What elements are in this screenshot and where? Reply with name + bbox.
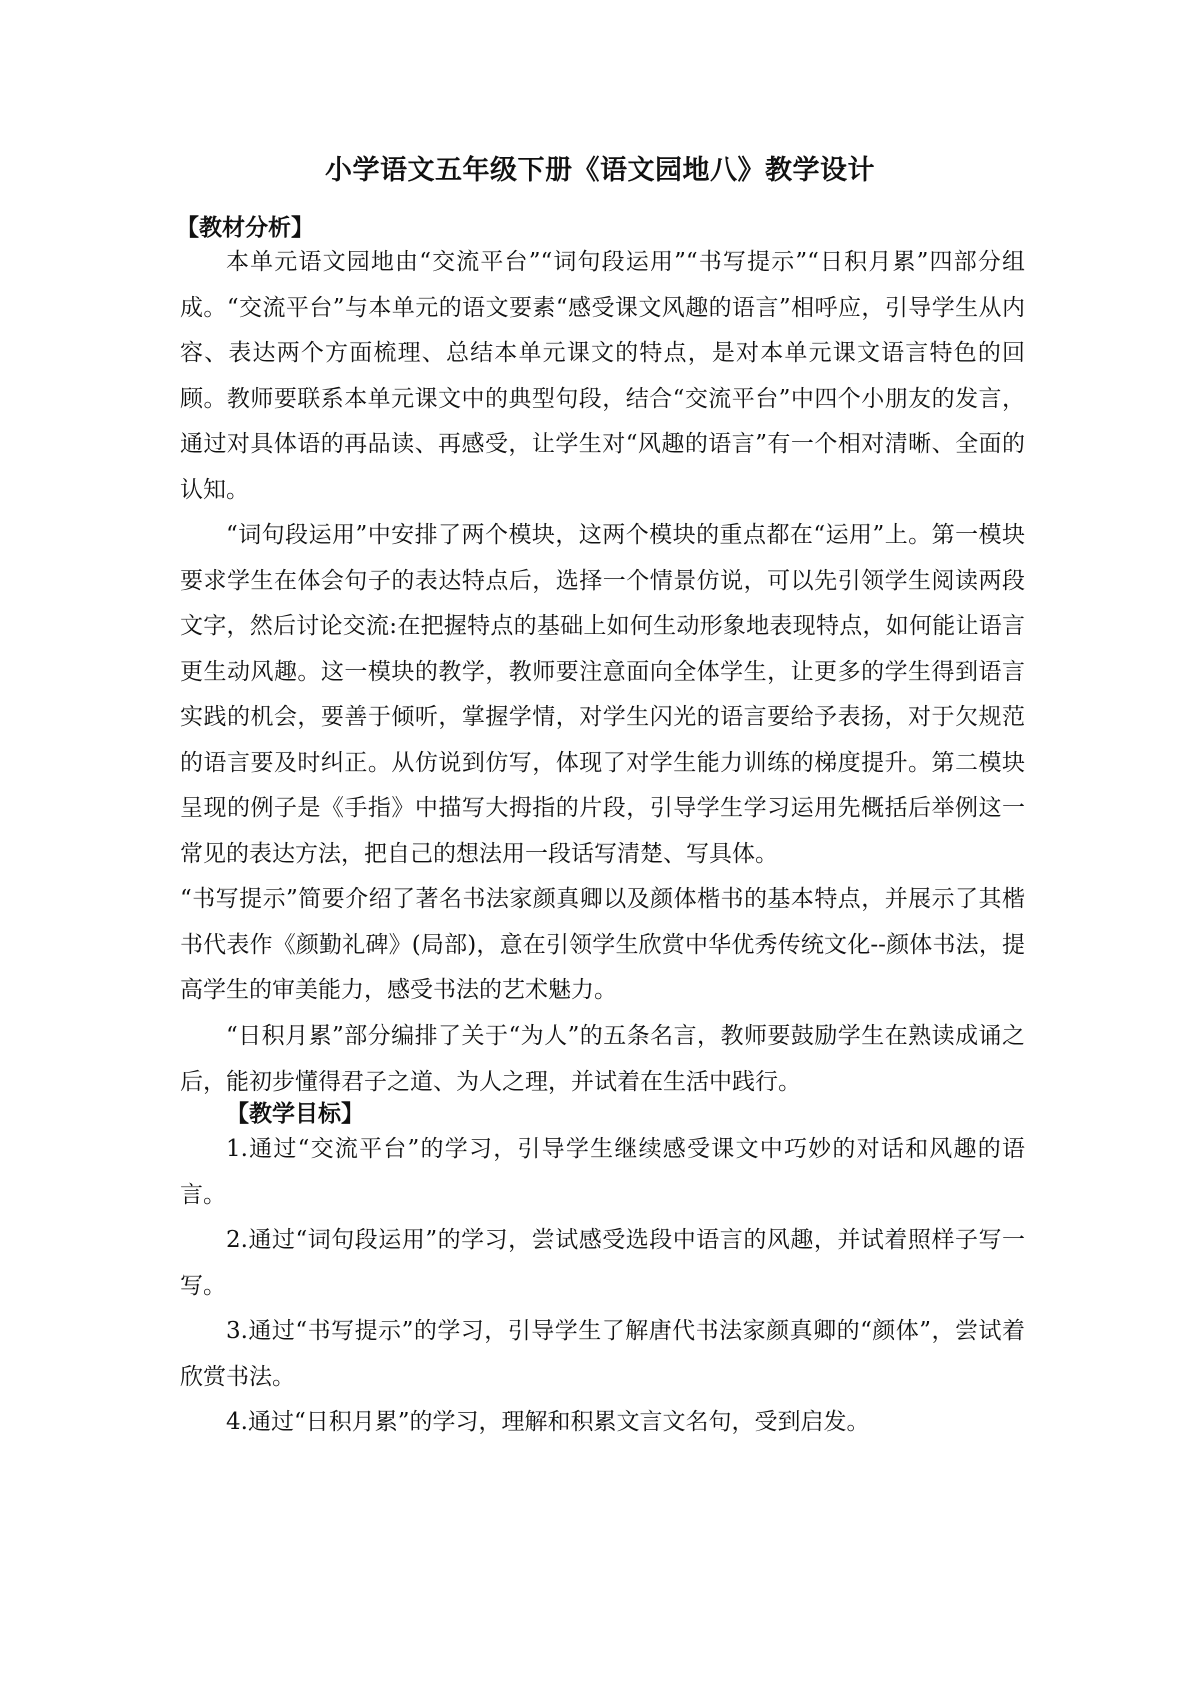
document-title: 小学语文五年级下册《语文园地八》教学设计 bbox=[325, 155, 875, 186]
paragraph: 本单元语文园地由“交流平台”“词句段运用”“书写提示”“日积月累”四部分组成。“交流平台”与本单元的语文要素“感受课文风趣的语言”相呼应，引导学生从内容、表达两个方面梳理、总结本单元课文的特点，是对本单元课文语言特色的回顾。教师要联系本单元课文中的典型句段，结合“交流平台”中四个小朋友的发言，通过对具体语的再品读、再感受，让学生对“风趣的语言”有一个相对清晰、全面的认知。 bbox=[180, 249, 1025, 503]
paragraph: “词句段运用”中安排了两个模块，这两个模块的重点都在“运用”上。第一模块要求学生在体会句子的表达特点后，选择一个情景仿说，可以先引领学生阅读两段文字，然后讨论交流:在把握特点的基础上如何生动形象地表现特点，如何能让语言更生动风趣。这一模块的教学，教师要注意面向全体学生，让更多的学生得到语言实践的机会，要善于倾听，掌握学情，对学生闪光的语言要给予表扬，对于欠规范的语言要及时纠正。从仿说到仿写，体现了对学生能力训练的梯度提升。第二模块呈现的例子是《手指》中描写大拇指的片段，引导学生学习运用先概括后举例这一常见的表达方法，把自己的想法用一段话写清楚、写具体。 bbox=[180, 522, 1025, 867]
goal-item: 4.通过“日积月累”的学习，理解和积累文言文名句，受到启发。 bbox=[226, 1409, 870, 1435]
section-heading-teaching-goals: 【教学目标】 bbox=[226, 1100, 364, 1127]
paragraph: “书写提示”简要介绍了著名书法家颜真卿以及颜体楷书的基本特点，并展示了其楷书代表作《颜勤礼碑》(局部)，意在引领学生欣赏中华优秀传统文化--颜体书法，提高学生的审美能力，感受书法的艺术魅力。 bbox=[180, 886, 1025, 1003]
section-heading-textbook-analysis: 【教材分析】 bbox=[176, 214, 314, 241]
goal-item: 3.通过“书写提示”的学习，引导学生了解唐代书法家颜真卿的“颜体”，尝试着欣赏书法。 bbox=[180, 1318, 1025, 1390]
goal-item: 1.通过“交流平台”的学习，引导学生继续感受课文中巧妙的对话和风趣的语言。 bbox=[180, 1136, 1025, 1208]
goal-item: 2.通过“词句段运用”的学习，尝试感受选段中语言的风趣，并试着照样子写一写。 bbox=[180, 1227, 1025, 1299]
paragraph: “日积月累”部分编排了关于“为人”的五条名言，教师要鼓励学生在熟读成诵之后，能初步懂得君子之道、为人之理，并试着在生活中践行。 bbox=[180, 1023, 1025, 1095]
